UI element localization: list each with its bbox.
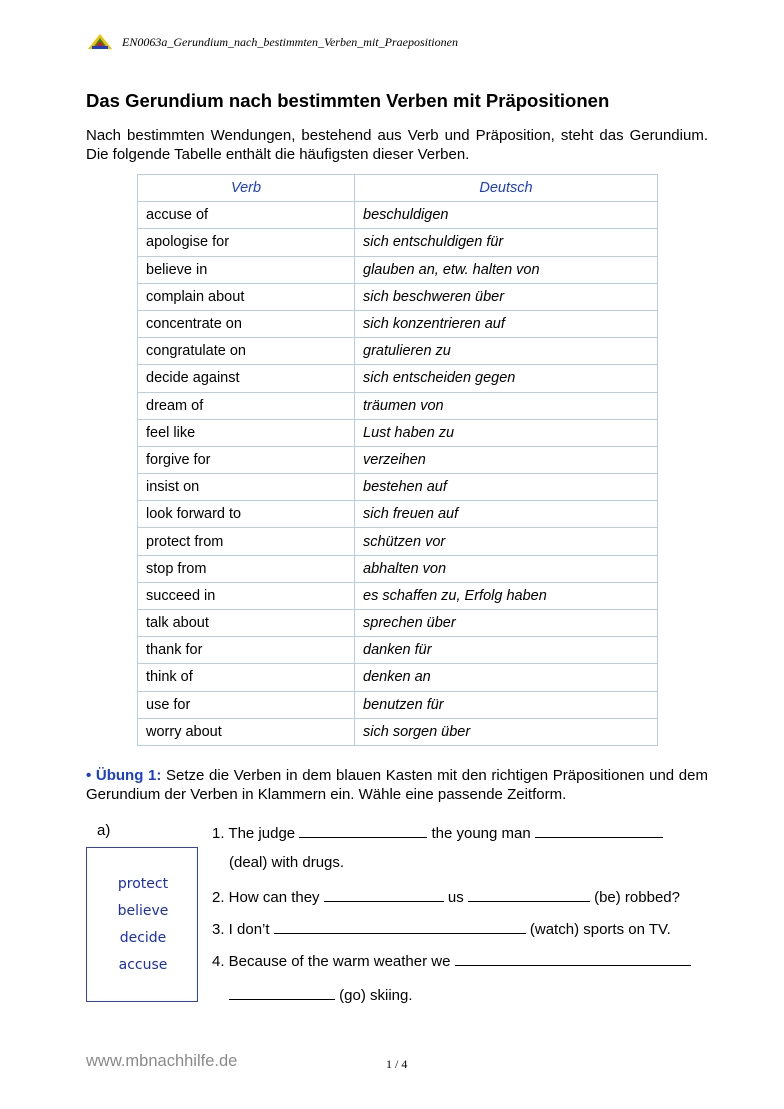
- verb-cell: stop from: [138, 555, 355, 582]
- translation-cell: sich entschuldigen für: [355, 229, 658, 256]
- translation-cell: verzeihen: [355, 446, 658, 473]
- translation-cell: sich konzentrieren auf: [355, 310, 658, 337]
- translation-cell: Lust haben zu: [355, 419, 658, 446]
- sentence-4: [212, 950, 691, 970]
- verb-cell: forgive for: [138, 446, 355, 473]
- translation-cell: denken an: [355, 664, 658, 691]
- translation-cell: träumen von: [355, 392, 658, 419]
- table-row: [138, 392, 658, 419]
- table-row: [138, 501, 658, 528]
- translation-cell: danken für: [355, 637, 658, 664]
- verb-cell: apologise for: [138, 229, 355, 256]
- verb-cell: complain about: [138, 283, 355, 310]
- table-row: [138, 202, 658, 229]
- sentence-1-continued: [229, 854, 344, 871]
- table-row: [138, 338, 658, 365]
- table-row: [138, 474, 658, 501]
- table-header-row: [138, 175, 658, 202]
- verb-cell: dream of: [138, 392, 355, 419]
- exercise-label: • Übung 1:: [86, 767, 162, 784]
- vocabulary-table: [137, 174, 658, 746]
- sentence-1: [212, 822, 663, 842]
- verb-cell: insist on: [138, 474, 355, 501]
- translation-cell: sich freuen auf: [355, 501, 658, 528]
- table-row: [138, 555, 658, 582]
- exercise-instruction-text: Setze die Verben in dem blauen Kasten mit den richtigen Präpositionen und dem Gerundium der Verben in Klammern ein. Wähle eine passende Zeitform.: [86, 767, 708, 803]
- answer-blank[interactable]: [274, 918, 526, 934]
- verb-cell: feel like: [138, 419, 355, 446]
- sentence-2-end: (be) robbed?: [594, 889, 680, 906]
- translation-cell: sich entscheiden gegen: [355, 365, 658, 392]
- translation-cell: benutzen für: [355, 691, 658, 718]
- sentence-1-start: 1. The judge: [212, 825, 296, 842]
- verb-cell: use for: [138, 691, 355, 718]
- table-row: [138, 419, 658, 446]
- table-row: [138, 610, 658, 637]
- table-row: [138, 637, 658, 664]
- translation-cell: sich sorgen über: [355, 718, 658, 745]
- translation-cell: schützen vor: [355, 528, 658, 555]
- translation-cell: beschuldigen: [355, 202, 658, 229]
- sentence-2-middle: us: [447, 889, 464, 906]
- document-filename: EN0063a_Gerundium_nach_bestimmten_Verben_mit_Praepositionen: [122, 34, 458, 49]
- answer-blank[interactable]: [229, 984, 335, 1000]
- sentence-2: [212, 886, 680, 906]
- table-row: [138, 256, 658, 283]
- verb-cell: protect from: [138, 528, 355, 555]
- sentence-3-end: (watch) sports on TV.: [529, 921, 671, 938]
- translation-cell: sich beschweren über: [355, 283, 658, 310]
- sentence-4-start: 4. Because of the warm weather we: [212, 953, 451, 970]
- word-box-item: protect: [117, 876, 169, 892]
- sentence-2-start: 2. How can they: [212, 889, 320, 906]
- sentence-3-start: 3. I don’t: [212, 921, 270, 938]
- table-body: [138, 202, 658, 746]
- translation-cell: sprechen über: [355, 610, 658, 637]
- verb-cell: succeed in: [138, 582, 355, 609]
- answer-blank[interactable]: [299, 822, 427, 838]
- sentence-1-middle: the young man: [431, 825, 531, 842]
- translation-cell: es schaffen zu, Erfolg haben: [355, 582, 658, 609]
- answer-blank[interactable]: [468, 886, 590, 902]
- document-header: [88, 34, 458, 50]
- verb-cell: think of: [138, 664, 355, 691]
- verb-cell: thank for: [138, 637, 355, 664]
- intro-paragraph: Nach bestimmten Wendungen, bestehend aus Verb und Präposition, steht das Gerundium. Die folgende Tabelle enthält die häufigsten dieser Verben.: [86, 127, 708, 163]
- answer-blank[interactable]: [324, 886, 444, 902]
- table-row: [138, 691, 658, 718]
- verb-cell: accuse of: [138, 202, 355, 229]
- sentence-1-end: (deal) with drugs.: [229, 854, 345, 871]
- translation-cell: bestehen auf: [355, 474, 658, 501]
- verb-cell: worry about: [138, 718, 355, 745]
- table-row: [138, 283, 658, 310]
- logo-icon: [88, 34, 112, 50]
- verb-cell: believe in: [138, 256, 355, 283]
- exercise-instruction: [86, 766, 708, 804]
- translation-cell: glauben an, etw. halten von: [355, 256, 658, 283]
- footer-website: www.mbnachhilfe.de: [86, 1052, 238, 1070]
- verb-cell: talk about: [138, 610, 355, 637]
- verb-cell: look forward to: [138, 501, 355, 528]
- column-header-deutsch: Deutsch: [355, 175, 658, 202]
- table-row: [138, 365, 658, 392]
- verb-cell: congratulate on: [138, 338, 355, 365]
- table-row: [138, 528, 658, 555]
- sentence-4-end: (go) skiing.: [339, 987, 413, 1004]
- table-row: [138, 582, 658, 609]
- table-row: [138, 718, 658, 745]
- translation-cell: abhalten von: [355, 555, 658, 582]
- table-row: [138, 310, 658, 337]
- verb-cell: decide against: [138, 365, 355, 392]
- column-header-verb: Verb: [138, 175, 355, 202]
- exercise-part-label: a): [97, 822, 111, 839]
- answer-blank[interactable]: [535, 822, 663, 838]
- word-box-item: accuse: [118, 957, 168, 973]
- word-box-item: decide: [119, 930, 167, 946]
- page-title: Das Gerundium nach bestimmten Verben mit Präpositionen: [86, 90, 610, 111]
- sentence-4-continued: [229, 984, 413, 1004]
- table-row: [138, 664, 658, 691]
- answer-blank[interactable]: [455, 950, 691, 966]
- sentence-3: [212, 918, 671, 938]
- word-box: [86, 847, 198, 1002]
- page-number: 1 / 4: [386, 1057, 408, 1071]
- translation-cell: gratulieren zu: [355, 338, 658, 365]
- table-row: [138, 229, 658, 256]
- table-row: [138, 446, 658, 473]
- verb-cell: concentrate on: [138, 310, 355, 337]
- word-box-item: believe: [117, 903, 169, 919]
